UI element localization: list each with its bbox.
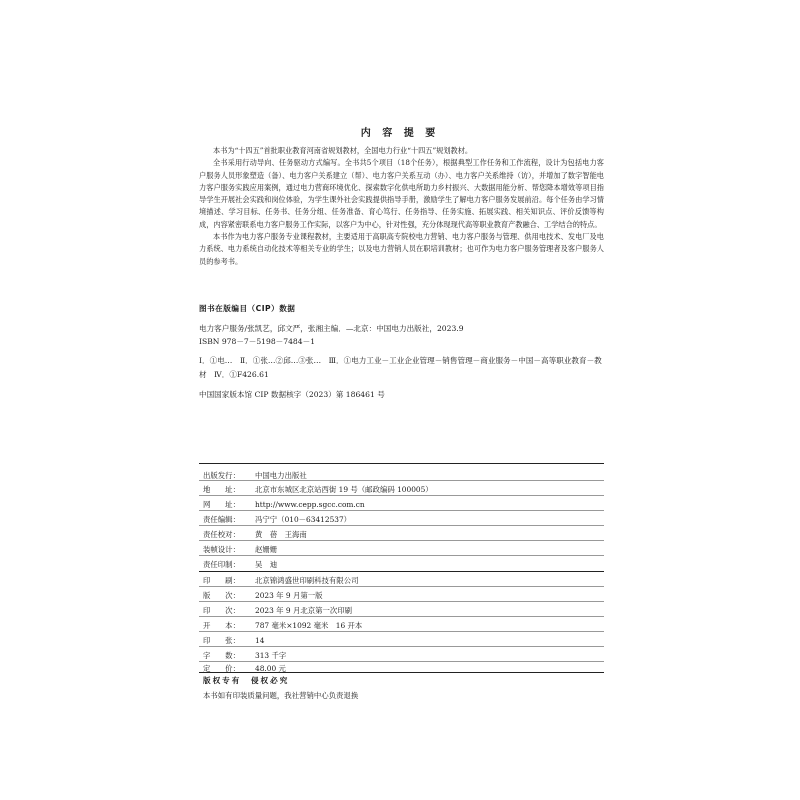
publication-row — [203, 544, 277, 555]
publication-label: 地 址： — [203, 485, 240, 494]
printing-value: 14 — [255, 636, 265, 645]
divider — [199, 616, 604, 617]
printing-row — [203, 590, 323, 601]
abstract-title: 内 容 提 要 — [360, 128, 440, 139]
publication-row — [203, 529, 307, 540]
abstract-paragraph: 本书作为电力客户服务专业课程教材，主要适用于高职高专院校电力营销、电力客户服务与管理、供用电技术、发电厂及电力系统、电力系统自动化技术等相关专业的学生；以及电力营销人员在职培训教材；也可作为电力客户服务管理者及客户服务人员的参考书。 — [199, 232, 604, 266]
divider — [199, 646, 604, 647]
divider — [199, 525, 604, 526]
printing-label: 版 次： — [203, 591, 240, 600]
cip-isbn: ISBN 978－7－5198－7484－1 — [199, 337, 316, 346]
abstract-paragraph: 本书为“十四五”首批职业教育河南省规划教材，全国电力行业“十四五”规划教材。 — [213, 146, 473, 155]
copyright-notice: 本书如有印装质量问题，我社营销中心负责退换 — [203, 691, 359, 700]
printing-row — [203, 620, 362, 631]
printing-label: 印 张： — [203, 636, 240, 645]
printing-label: 字 数： — [203, 651, 240, 660]
abstract-body — [199, 145, 604, 268]
publication-value: 冯宁宁（010－63412537） — [255, 515, 352, 524]
divider — [199, 661, 604, 662]
publication-label: 责任校对： — [203, 530, 240, 539]
publication-value: 中国电力出版社 — [255, 471, 307, 480]
divider — [199, 672, 604, 673]
printing-row — [203, 605, 352, 616]
cip-bibliographic-line: 电力客户服务/张凯艺，邱文严，张湘主编．—北京：中国电力出版社，2023.9 — [199, 324, 464, 333]
publication-value: 吴 迪 — [255, 560, 278, 569]
publication-value: 北京市东城区北京站西街 19 号（邮政编码 100005） — [255, 485, 433, 494]
printing-row — [203, 650, 286, 661]
divider — [199, 586, 604, 587]
printing-value: 313 千字 — [255, 651, 287, 660]
abstract-paragraph: 全书采用行动导向、任务驱动方式编写。全书共5个项目（18个任务），根据典型工作任务和工作流程，设计为包括电力客户服务人员形象塑造（备）、电力客户关系建立（帮）、电力客户关系互动（办）、电力客户关系维持（访），并增加了数字智能电力客户服务实践应用案例，通过电力营商环境优化、探索数字化供电所助力乡村振兴、大数据用能分析、帮您降本增效等项目指导学生开展社会实践和岗位体验，为学生课外社会实践提供指导手册，激励学生了解电力客户服务发展前沿。每个任务由学习情境描述、学习目标、任务书、任务分组、任务准备、育心笃行、任务指导、任务实施、拓展实践、相关知识点、评价反馈等构成，内容紧密联系电力客户服务工作实际，以客户为中心，针对性强，充分体现现代高等职业教育产教融合、工学结合的特点。 — [199, 158, 604, 229]
publication-row — [203, 484, 433, 495]
cip-classification: Ⅰ．①电… Ⅱ．①张…②邱…③张… Ⅲ．①电力工业－工业企业管理－销售管理－商业服务－中国－高等职业教育－教材 Ⅳ．①F426.61 — [199, 356, 602, 379]
cip-block — [199, 303, 604, 401]
publication-label: 网 址： — [203, 500, 240, 509]
publication-row — [203, 559, 277, 570]
printing-row — [203, 575, 358, 586]
printing-label: 印 次： — [203, 606, 240, 615]
divider — [199, 540, 604, 541]
divider — [199, 463, 604, 464]
printing-label: 定 价： — [203, 664, 240, 673]
divider — [199, 480, 604, 481]
publication-value: http://www.cepp.sgcc.com.cn — [255, 500, 365, 509]
publication-label: 责任编辑： — [203, 515, 240, 524]
divider — [199, 571, 604, 572]
copyright-heading: 版权专有 侵权必究 — [203, 676, 290, 685]
divider — [199, 510, 604, 511]
printing-value: 48.00 元 — [255, 664, 286, 673]
printing-value: 787 毫米×1092 毫米 16 开本 — [255, 621, 363, 630]
publication-label: 装帧设计： — [203, 545, 240, 554]
publication-value: 赵姗姗 — [255, 545, 278, 554]
cip-heading: 图书在版编目（CIP）数据 — [199, 304, 296, 313]
divider — [199, 495, 604, 496]
divider — [199, 601, 604, 602]
printing-label: 印 刷： — [203, 576, 240, 585]
publication-row — [203, 514, 351, 525]
printing-label: 开 本： — [203, 621, 240, 630]
publication-label: 出版发行： — [203, 471, 240, 480]
divider — [199, 631, 604, 632]
publication-row — [203, 499, 365, 510]
printing-value: 2023 年 9 月第一版 — [255, 591, 323, 600]
publication-value: 黄 蓓 王海南 — [255, 530, 307, 539]
divider — [199, 555, 604, 556]
printing-row — [203, 635, 264, 646]
printing-value: 2023 年 9 月北京第一次印刷 — [255, 606, 353, 615]
cip-record-number: 中国国家版本馆 CIP 数据核字（2023）第 186461 号 — [199, 390, 385, 399]
printing-value: 北京锦鸿盛世印刷科技有限公司 — [255, 576, 359, 585]
publication-label: 责任印制： — [203, 560, 240, 569]
